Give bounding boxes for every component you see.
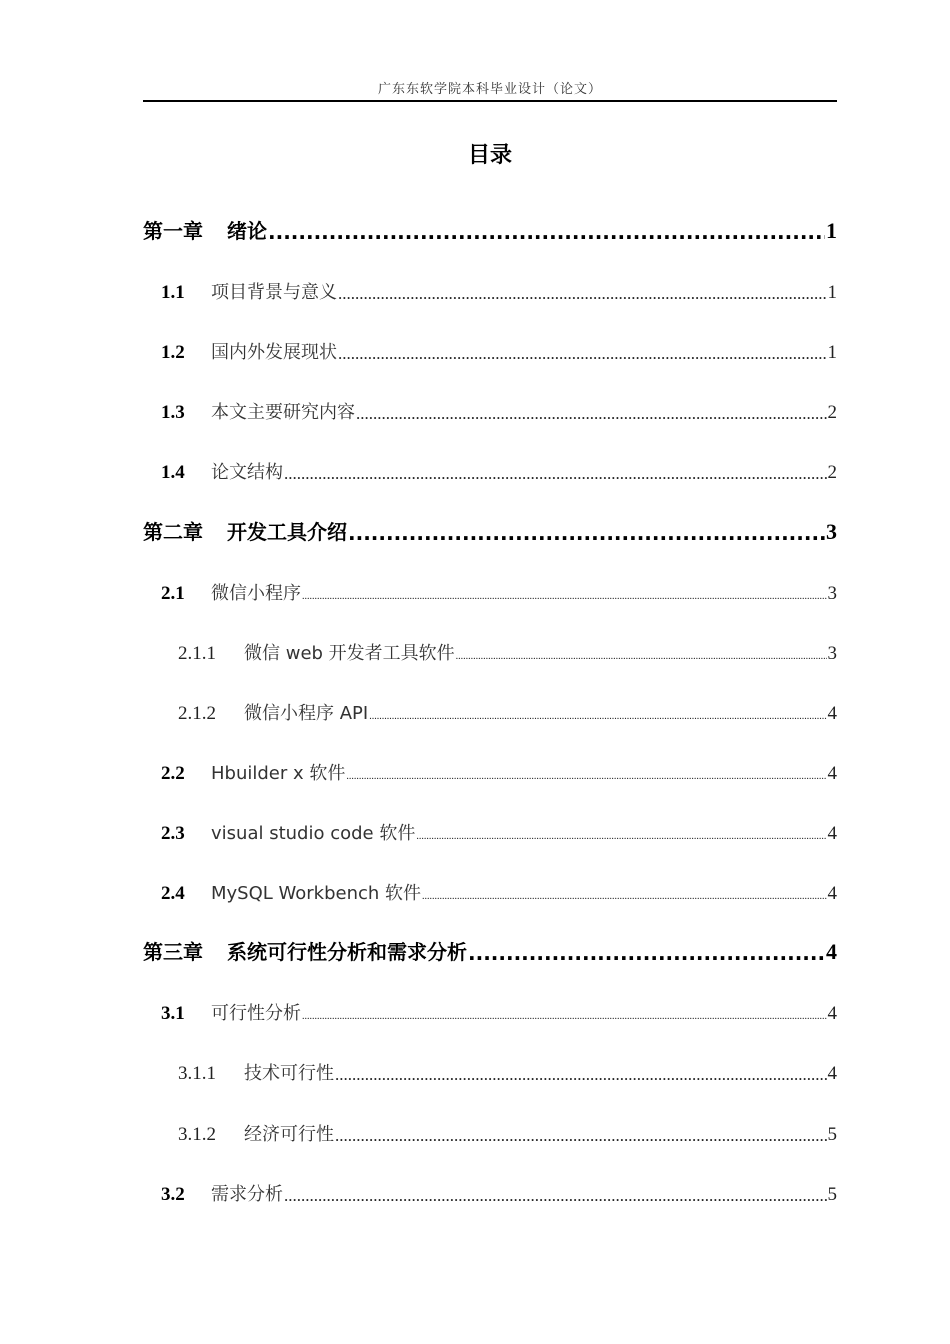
toc-dot-leader <box>338 284 827 304</box>
toc-entry-number: 2.4 <box>161 883 185 905</box>
toc-entry-label: 绪论 <box>227 219 267 243</box>
toc-entry-page: 4 <box>826 939 837 965</box>
toc-entry[interactable] <box>143 695 837 725</box>
toc-entry-number: 1.1 <box>161 282 185 304</box>
toc-entry-label: 开发工具介绍 <box>227 519 347 544</box>
toc-dot-leader <box>348 521 825 545</box>
toc-entry-label: 系统可行性分析和需求分析 <box>227 940 467 965</box>
toc-entry-number: 第三章 <box>143 940 203 965</box>
toc-entry-number: 3.1.1 <box>178 1063 216 1085</box>
toc-dot-leader <box>416 831 826 845</box>
toc-entry-number: 1.4 <box>161 462 185 484</box>
toc-entry-label: 可行性分析 <box>211 1003 301 1025</box>
toc-entry-number: 2.3 <box>161 823 185 844</box>
toc-entry-label: 需求分析 <box>211 1183 283 1205</box>
toc-dot-leader <box>302 1011 827 1025</box>
toc-entry[interactable] <box>143 575 837 605</box>
toc-entry-label: 论文结构 <box>211 462 283 484</box>
toc-entry-label: 项目背景与意义 <box>211 282 337 304</box>
toc-dot-leader <box>268 220 825 244</box>
toc-entry-label: 本文主要研究内容 <box>211 402 355 424</box>
toc-entry-page: 5 <box>827 1183 837 1205</box>
toc-entry-page: 2 <box>827 402 837 424</box>
toc-title: 目录 <box>467 143 512 168</box>
toc-entry-number: 2.1.2 <box>178 702 216 724</box>
toc-entry-label: 微信小程序 API <box>244 702 369 724</box>
toc-entry-label: 微信小程序 <box>211 582 301 604</box>
toc-entry[interactable] <box>143 1116 837 1146</box>
toc-entry-page: 4 <box>827 1003 837 1025</box>
toc-entry-page: 5 <box>827 1123 837 1145</box>
toc-entry-page: 2 <box>827 462 837 484</box>
toc-entry[interactable] <box>143 635 837 665</box>
toc-dot-leader <box>346 771 826 785</box>
toc-entry-label: visual studio code 软件 <box>211 823 416 844</box>
toc-entry-number: 2.2 <box>161 762 185 784</box>
toc-entry-label: MySQL Workbench 软件 <box>211 883 422 905</box>
toc-entry[interactable] <box>143 1176 837 1206</box>
toc-entry[interactable] <box>143 1055 837 1085</box>
toc-entry-number: 第二章 <box>143 519 203 544</box>
toc-entry-page: 3 <box>827 582 837 604</box>
toc-entry[interactable] <box>143 995 837 1025</box>
toc-entry-number: 1.3 <box>161 402 185 424</box>
toc-entry-page: 1 <box>827 282 837 304</box>
toc-dot-leader <box>369 711 826 725</box>
toc-entry-page: 4 <box>827 762 837 784</box>
toc-entry-page: 1 <box>826 218 837 243</box>
toc-entry[interactable] <box>143 515 837 545</box>
toc-entry-page: 4 <box>827 1063 837 1085</box>
toc-dot-leader <box>284 464 827 484</box>
toc-dot-leader <box>422 891 826 905</box>
toc-entry[interactable] <box>143 755 837 785</box>
toc-entry-page: 1 <box>827 342 837 364</box>
toc-entry-label: 微信 web 开发者工具软件 <box>244 642 455 664</box>
toc-entry-page: 4 <box>827 823 837 844</box>
toc-entry-label: 经济可行性 <box>244 1123 334 1145</box>
toc-entry-number: 2.1.1 <box>178 642 216 664</box>
toc-dot-leader <box>338 344 827 364</box>
toc-dot-leader <box>284 1186 827 1206</box>
toc-entry[interactable] <box>143 815 837 845</box>
toc-entry[interactable] <box>143 454 837 484</box>
toc-entry-page: 4 <box>827 883 837 905</box>
header-rule <box>143 100 837 102</box>
toc-entry-number: 3.1.2 <box>178 1123 216 1145</box>
toc-entry-page: 3 <box>827 642 837 664</box>
toc-entry[interactable] <box>143 334 837 364</box>
toc-entry-number: 3.1 <box>161 1003 185 1025</box>
toc-entry-label: 技术可行性 <box>244 1063 334 1085</box>
toc-entry-number: 第一章 <box>143 219 203 243</box>
toc-entry[interactable] <box>143 875 837 905</box>
toc-entry[interactable] <box>143 394 837 424</box>
toc-entry-page: 4 <box>827 702 837 724</box>
toc-dot-leader <box>335 1065 827 1085</box>
toc-entry-label: 国内外发展现状 <box>211 342 337 364</box>
toc-dot-leader <box>456 651 827 665</box>
toc-entry-page: 3 <box>826 518 837 544</box>
toc-entry-number: 3.2 <box>161 1183 185 1205</box>
toc-dot-leader <box>302 591 827 605</box>
toc-dot-leader <box>335 1126 827 1146</box>
toc-entry-number: 1.2 <box>161 342 185 364</box>
toc-entry-label: Hbuilder x 软件 <box>211 762 346 784</box>
toc-entry[interactable] <box>143 274 837 304</box>
page-header: 广东东软学院本科毕业设计（论文） <box>377 81 602 96</box>
toc-dot-leader <box>356 404 827 424</box>
toc-entry[interactable] <box>143 935 837 965</box>
toc-dot-leader <box>468 941 825 965</box>
toc-entry-number: 2.1 <box>161 582 185 604</box>
toc-entry[interactable] <box>143 214 837 244</box>
